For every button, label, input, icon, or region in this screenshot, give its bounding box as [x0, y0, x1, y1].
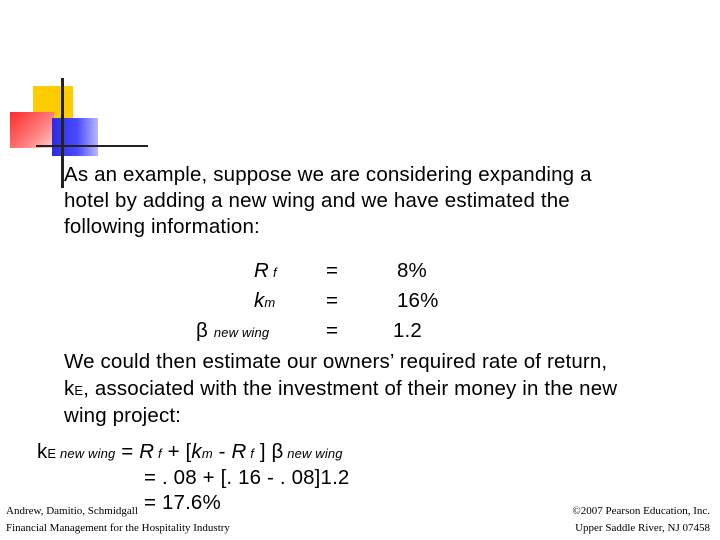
intro-line-3: following information:: [64, 215, 260, 238]
formula-line-3: = 17.6%: [144, 491, 221, 514]
formula-line-1: kE new wing = R f + [km - R f ] β new wing: [37, 440, 343, 463]
given-km-equals: =: [326, 289, 339, 312]
footer-copyright: ©2007 Pearson Education, Inc.: [572, 505, 710, 517]
horizontal-rule-decoration: [36, 145, 148, 147]
formula-line-2: = . 08 + [. 16 - . 08]1.2: [144, 466, 350, 489]
given-rf-equals: =: [326, 259, 339, 282]
given-rf-symbol: Rf: [254, 259, 277, 282]
conclusion-line-2: kE, associated with the investment of their money in the new: [64, 377, 618, 400]
given-km-value: 16%: [397, 289, 439, 312]
footer-book-title: Financial Management for the Hospitality Industry: [6, 522, 230, 534]
given-beta-symbol: β new wing: [196, 319, 270, 342]
intro-line-1: As an example, suppose we are considering expanding a: [64, 163, 592, 186]
given-km-symbol: km: [254, 289, 276, 312]
red-square-decoration: [10, 112, 54, 148]
intro-line-2: hotel by adding a new wing and we have estimated the: [64, 189, 570, 212]
footer-authors: Andrew, Damitio, Schmidgall: [6, 505, 138, 517]
given-beta-equals: =: [326, 319, 339, 342]
given-beta-value: 1.2: [393, 319, 422, 342]
blue-square-decoration: [52, 118, 98, 156]
given-rf-value: 8%: [397, 259, 427, 282]
footer-publisher-address: Upper Saddle River, NJ 07458: [575, 522, 710, 534]
conclusion-line-1: We could then estimate our owners’ required rate of return,: [64, 350, 608, 373]
conclusion-line-3: wing project:: [64, 404, 182, 427]
